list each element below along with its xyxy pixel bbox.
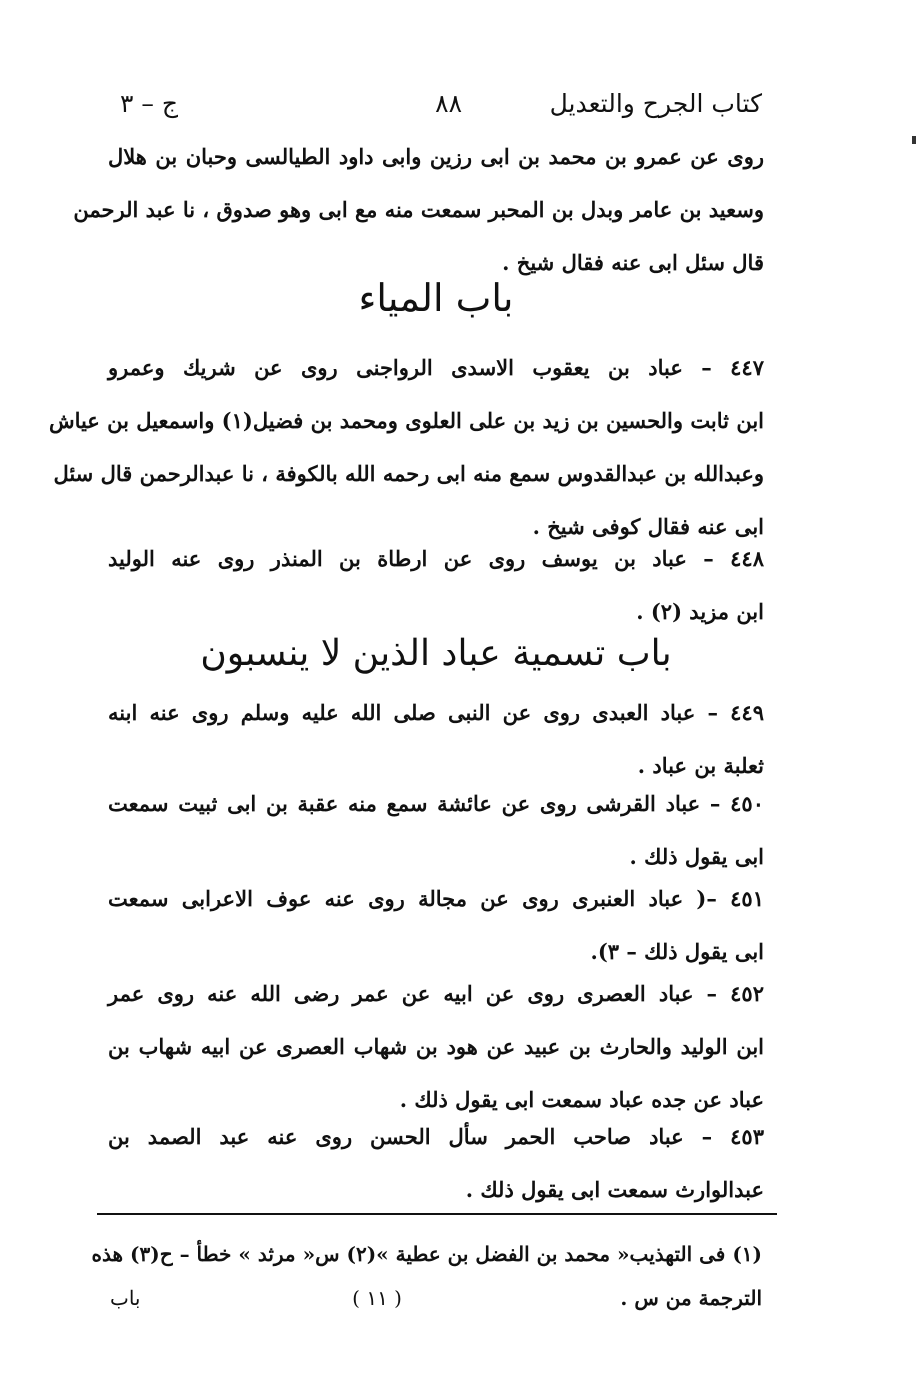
text-line: ابى يقول ذلك – ٣).: [590, 939, 764, 964]
text-line: ابن مزيد (٢) .: [636, 599, 764, 624]
text-line: عباد عن جده عباد سمعت ابى يقول ذلك .: [399, 1087, 764, 1112]
footnote-line: (١) فى التهذيب« محمد بن الفضل بن عطية »(٢) س« مرثد » خطأ – ح(٣) هذه: [91, 1242, 762, 1266]
entry-450: [108, 777, 764, 883]
page-number: ٨٨: [435, 89, 462, 118]
text-line: ٤٤٨ – عباد بن يوسف روى عن ارطاة بن المنذر روى عنه الوليد: [108, 546, 764, 571]
signature-mark: ( ١١ ): [352, 1286, 402, 1310]
footnote-divider: [97, 1213, 777, 1215]
text-line: ثعلبة بن عباد .: [637, 753, 764, 778]
text-line: ٤٥١ –( عباد العنبرى روى عن مجالة روى عنه عوف الاعرابى سمعت: [108, 886, 764, 911]
text-line: ٤٥٠ – عباد القرشى روى عن عائشة سمع منه عقبة بن ابى ثبيت سمعت: [108, 791, 764, 816]
page-header: [110, 84, 762, 124]
text-line: ابى يقول ذلك .: [629, 844, 764, 869]
entry-447: [48, 341, 764, 553]
text-line: وسعيد بن عامر وبدل بن المحبر سمعت منه مع ابى وهو صدوق ، نا عبد الرحمن: [73, 197, 764, 222]
text-line: ٤٥٣ – عباد صاحب الحمر سأل الحسن روى عنه عبد الصمد بن: [108, 1124, 764, 1149]
section-heading-2: باب تسمية عباد الذين لا ينسبون: [200, 633, 672, 674]
entry-452: [108, 967, 764, 1126]
running-title: كتاب الجرح والتعديل: [549, 89, 762, 118]
entry-453: [108, 1110, 764, 1216]
text-line: ٤٥٢ – عباد العصرى روى عن ابيه عن عمر رضى الله عنه روى عمر: [108, 981, 764, 1006]
text-line: روى عن عمرو بن محمد بن ابى رزين وابى داود الطيالسى وحبان بن هلال: [108, 144, 764, 169]
intro-paragraph: [73, 130, 764, 289]
footnote-line: الترجمة من س .: [620, 1286, 762, 1310]
scan-speck: [912, 136, 916, 144]
catchword: باب: [110, 1286, 141, 1310]
text-line: ٤٤٧ – عباد بن يعقوب الاسدى الرواجنى روى عن شريك وعمرو: [108, 355, 764, 380]
text-line: ابن ثابت والحسين بن زيد بن على العلوى ومحمد بن فضيل(١) واسمعيل بن عياش: [48, 408, 764, 433]
section-heading-1: باب المياء: [358, 276, 514, 320]
text-line: ابن الوليد والحارث بن عبيد عن هود بن شهاب العصرى عن ابيه شهاب بن: [108, 1034, 764, 1059]
entry-451: [108, 872, 764, 978]
footnote-row: [110, 1276, 762, 1320]
volume-label: ج – ٣: [120, 89, 178, 118]
text-line: قال سئل ابى عنه فقال شيخ .: [502, 250, 764, 275]
entry-448: [108, 532, 764, 638]
text-line: عبدالوارث سمعت ابى يقول ذلك .: [465, 1177, 764, 1202]
text-line: ٤٤٩ – عباد العبدى روى عن النبى صلى الله عليه وسلم روى عنه ابنه: [108, 700, 764, 725]
text-line: ابى عنه فقال كوفى شيخ .: [532, 514, 764, 539]
text-line: وعبدالله بن عبدالقدوس سمع منه ابى رحمه الله بالكوفة ، نا عبدالرحمن قال سئل: [53, 461, 764, 486]
